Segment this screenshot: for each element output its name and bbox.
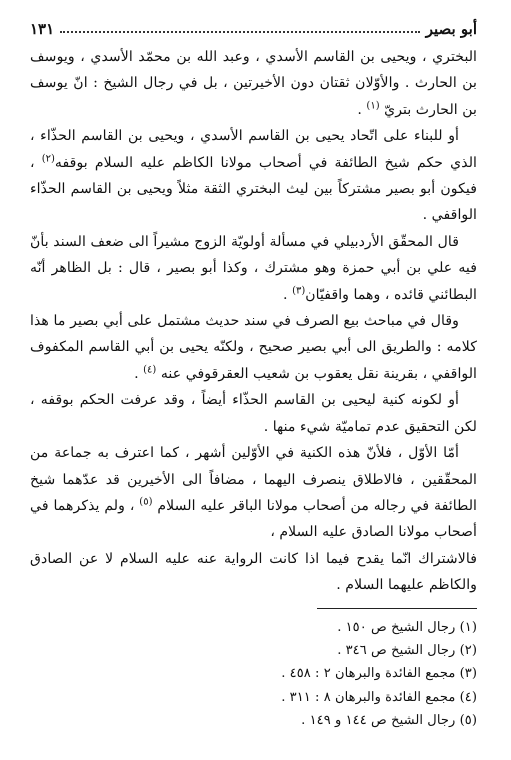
paragraph: قال المحقّق الأردبيلي في مسألة أولويّة الزوج مشيراً الى ضعف السند بأنّ فيه علي بن أبي حمزة وهو مشترك ، وكذا أبو بصير ، قال : بل الظاهر أنّه البطائني قائده ، وهما واقفيّان$^{(٣)}$ . bbox=[30, 233, 477, 303]
main-text bbox=[30, 44, 477, 599]
paragraph-text: ، ولم يذكرهما في أصحاب مولانا الصادق عليه السلام ، bbox=[30, 497, 477, 541]
paragraph-text: وقال في مباحث بيع الصرف في سند حديث مشتمل على أبي بصير ما هذا كلامه : والطريق الى أبي بصير صحيح ، ولكنّه يحيى بن أبي القاسم المكفوف الواقفي ، بقرينة نقل يعقوب بن شعيب العقرقوفي عنه bbox=[30, 313, 477, 382]
paragraph-text: أمّا الأوّل ، فلأنّ هذه الكنية في الأوّلين أشهر ، كما اعترف به جماعة من المحقّقين ، فالاطلاق ينصرف اليهما ، مضافاً الى الأخيرين قد عدّهما شيخ الطائفة في رجاله من أصحاب مولانا الباقر عليه السلام bbox=[30, 445, 477, 514]
footnote-ref[interactable]: (٢) bbox=[41, 152, 55, 164]
paragraph bbox=[30, 387, 477, 440]
footnotes bbox=[30, 616, 477, 732]
footnote-ref[interactable]: (١) bbox=[366, 100, 380, 112]
footnote-ref[interactable]: (٤) bbox=[143, 364, 157, 376]
paragraph-text: فالاشتراك انّما يقدح فيما اذا كانت الرواية عنه عليه السلام لا عن الصادق والكاظم عليهما السلام . bbox=[30, 550, 477, 594]
running-title: أبو بصير bbox=[425, 20, 477, 38]
paragraph bbox=[30, 440, 477, 546]
footnote-separator bbox=[317, 608, 477, 609]
paragraph-text: ، فيكون أبو بصير مشتركاً بين ليث البختري الثقة مثلاً ويحيى بن القاسم الحذّاء الواقفي . bbox=[30, 154, 477, 224]
paragraph bbox=[30, 546, 477, 599]
footnote: (٥) رجال الشيخ ص ١٤٤ و ١٤٩ . bbox=[301, 712, 477, 728]
paragraph-text: البختري ، ويحيى بن القاسم الأسدي ، وعبد الله بن محمّد الأسدي ، ويوسف بن الحارث . والأوّلان ثقتان دون الأخيرتين ، بل في رجال الشيخ : انّ يوسف بن الحارث بتريّ bbox=[30, 49, 477, 118]
footnote: (١) رجال الشيخ ص ١٥٠ . bbox=[337, 620, 477, 635]
paragraph-text: أو لكونه كنية ليحيى بن القاسم الحذّاء أيضاً ، وقد عرفت الحكم بوقفه ، لكن التحقيق عدم تماميّة شيء منها . bbox=[30, 392, 477, 435]
footnote: (٢) رجال الشيخ ص ٣٤٦ . bbox=[337, 643, 477, 659]
running-header bbox=[30, 12, 477, 38]
paragraph bbox=[30, 123, 477, 229]
paragraph: البختري ، ويحيى بن القاسم الأسدي ، وعبد الله بن محمّد الأسدي ، ويوسف بن الحارث . والأوّلان ثقتان دون الأخيرتين ، بل في رجال الشيخ : انّ يوسف بن الحارث بتريّ $^{(١)}$ . bbox=[30, 49, 477, 118]
footnote-ref[interactable]: (٥) bbox=[139, 496, 153, 508]
page-number: ١٣١ bbox=[30, 20, 55, 38]
footnote-ref[interactable]: (٣) bbox=[292, 284, 306, 296]
header-leader-dots bbox=[60, 30, 420, 33]
footnote: (٤) مجمع الفائدة والبرهان ٨ : ٣١١ . bbox=[281, 689, 477, 705]
paragraph-text: قال المحقّق الأردبيلي في مسألة أولويّة الزوج مشيراً الى ضعف السند بأنّ فيه علي بن أبي حمزة وهو مشترك ، وكذا أبو بصير ، قال : بل الظاهر أنّه البطائني قائده ، وهما واقفيّان bbox=[30, 233, 477, 303]
paragraph-text: أو للبناء على اتّحاد يحيى بن القاسم الأسدي ، ويحيى بن القاسم الحذّاء ، الذي حكم شيخ الطائفة في أصحاب مولانا الكاظم عليه السلام بوقفه bbox=[30, 128, 477, 171]
paragraph: وقال في مباحث بيع الصرف في سند حديث مشتمل على أبي بصير ما هذا كلامه : والطريق الى أبي بصير صحيح ، ولكنّه يحيى بن أبي القاسم المكفوف الواقفي ، بقرينة نقل يعقوب بن شعيب العقرقوفي عنه $^{(٤)}$ . bbox=[30, 313, 477, 382]
footnote: (٣) مجمع الفائدة والبرهان ٢ : ٤٥٨ . bbox=[281, 666, 477, 682]
